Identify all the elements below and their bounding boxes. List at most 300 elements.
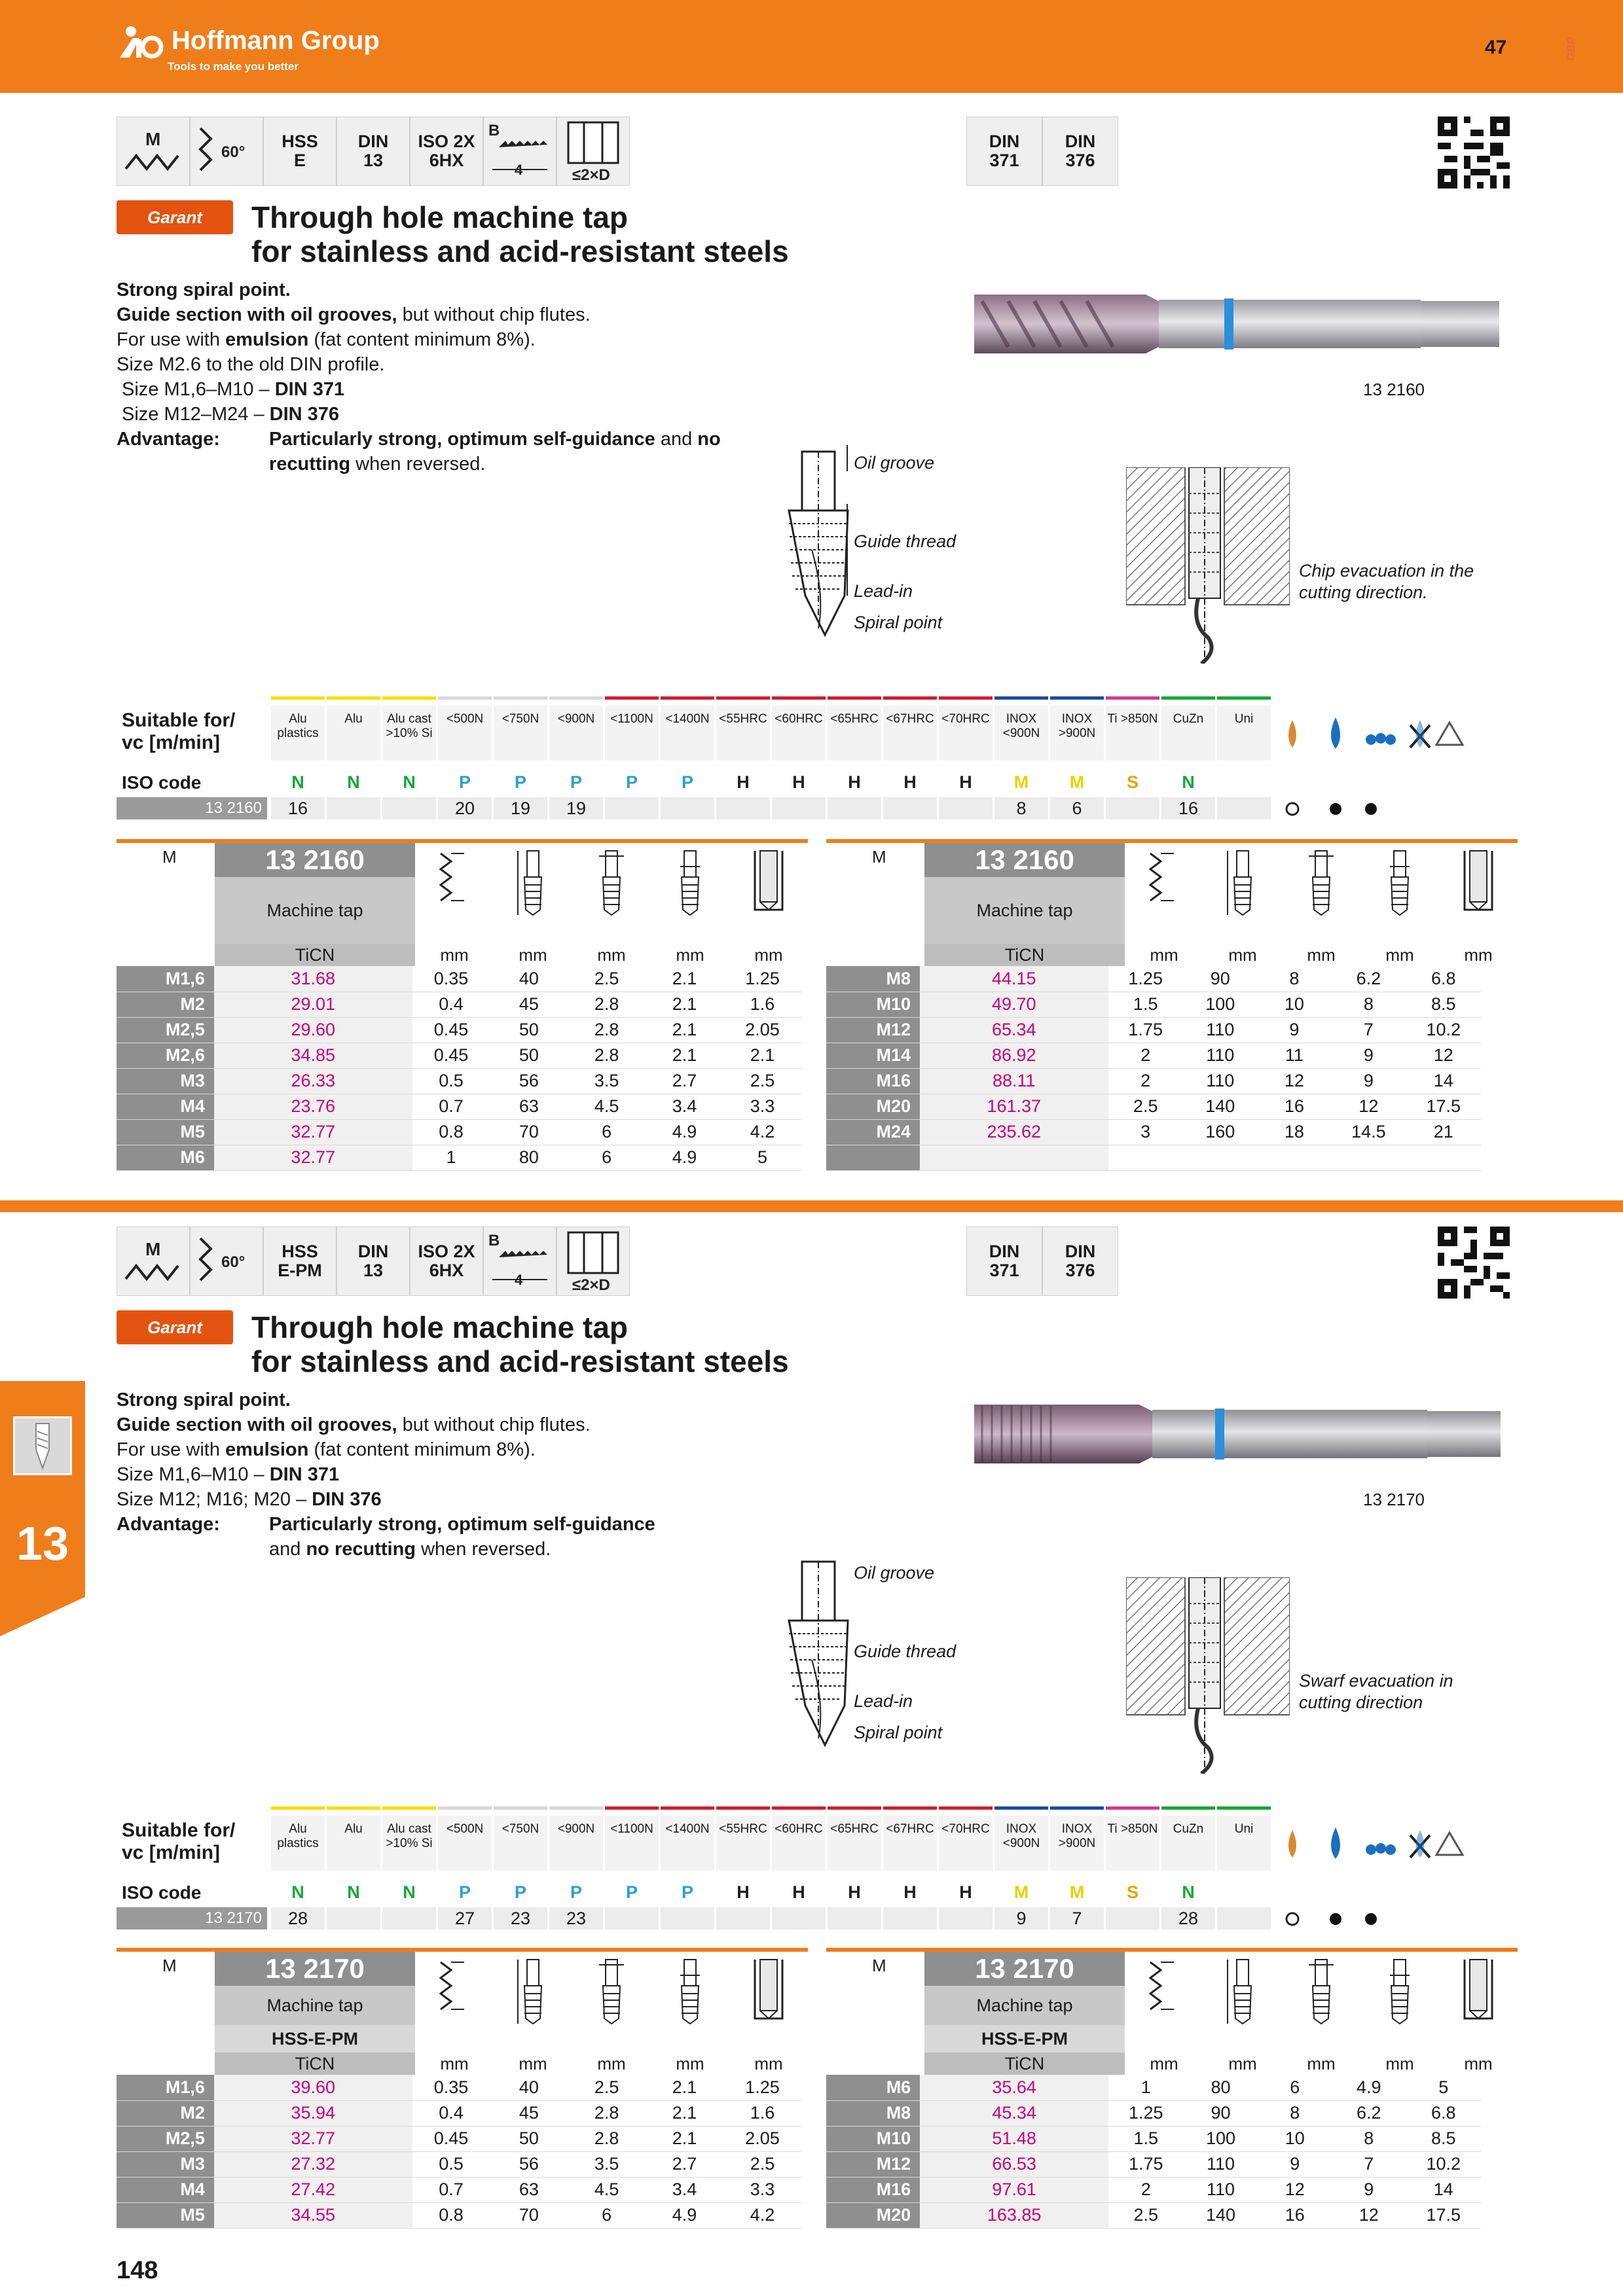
din371-label: DIN 371 xyxy=(966,117,1042,186)
table-row xyxy=(117,2126,801,2151)
unit-label: mm xyxy=(676,945,704,965)
price-cell[interactable]: 34.85 xyxy=(214,1043,412,1068)
desc-advantage-label: Advantage: xyxy=(117,429,220,450)
material-color-bar xyxy=(549,696,603,700)
din-strip xyxy=(966,117,1118,186)
chip-evacuation-label: Swarf evacuation in cutting direction xyxy=(1299,1671,1453,1712)
table-row xyxy=(826,992,1481,1017)
price-cell[interactable]: 29.60 xyxy=(214,1017,412,1043)
price-cell[interactable]: 51.48 xyxy=(920,2126,1108,2151)
desc-advantage-label: Advantage: xyxy=(117,1514,220,1535)
article-head-name: Machine tap xyxy=(924,877,1125,944)
size-cell: M10 xyxy=(826,992,920,1017)
size-cell: M16 xyxy=(826,1068,920,1094)
dimension-cell: 4.9 xyxy=(646,2202,723,2228)
material-color-bar xyxy=(994,696,1048,700)
cutting-speed-value xyxy=(939,797,993,819)
desc-no-recutting: no recutting xyxy=(269,429,721,475)
table-row xyxy=(117,2100,801,2126)
iso-code-cell: M xyxy=(1069,1882,1085,1902)
material-color-bar xyxy=(883,696,937,700)
dimension-cell: 3.3 xyxy=(723,1094,801,1119)
price-cell[interactable]: 49.70 xyxy=(920,992,1108,1017)
svg-text:B: B xyxy=(488,1232,500,1249)
size-cell: M1,6 xyxy=(117,2075,214,2100)
iso-code-cell: H xyxy=(792,772,805,792)
price-cell[interactable]: 32.77 xyxy=(214,1119,412,1145)
material-header: INOX >900N xyxy=(1050,1816,1104,1871)
dimension-icon-l xyxy=(1220,1956,1266,2031)
dimension-cell: 2.1 xyxy=(646,2100,723,2126)
label-guide-thread: Guide thread xyxy=(854,531,957,551)
table-row xyxy=(117,2151,801,2177)
dimension-cell: 2.1 xyxy=(646,2075,723,2100)
iso-code-label: ISO code xyxy=(122,772,202,793)
coating-label: TiCN xyxy=(215,944,415,966)
dimension-cell: 6 xyxy=(1258,2075,1332,2100)
suitable-for-label: Suitable for/ vc [m/min] xyxy=(122,709,236,753)
material-header: <60HRC xyxy=(772,1816,826,1871)
dimension-cell: 50 xyxy=(490,1017,568,1043)
dimension-cell: 9 xyxy=(1331,1043,1406,1068)
price-cell[interactable]: 26.33 xyxy=(214,1068,412,1094)
price-cell[interactable]: 31.68 xyxy=(214,966,412,992)
article-head-material: HSS-E-PM xyxy=(215,2025,415,2053)
iso-code-cell xyxy=(1217,772,1271,795)
unit-label: mm xyxy=(676,2054,704,2073)
svg-text:4: 4 xyxy=(515,1272,523,1288)
price-cell[interactable]: 66.53 xyxy=(920,2151,1108,2177)
size-cell: M4 xyxy=(117,1094,214,1119)
label-spiral-point: Spiral point xyxy=(854,1723,943,1742)
suit-article-number: 13 2160 xyxy=(117,797,267,819)
material-header: <500N xyxy=(438,706,492,761)
desc-emulsion-post: (fat content minimum 8%). xyxy=(308,329,536,350)
dimension-cell: 14.5 xyxy=(1331,1119,1406,1145)
table-row xyxy=(826,2177,1481,2202)
article-head-number: 13 2170 xyxy=(924,1952,1125,1986)
material-color-bar xyxy=(828,696,881,700)
chip-evacuation-diagram xyxy=(1126,1577,1290,1777)
dimension-cell: 8.5 xyxy=(1406,2126,1481,2151)
desc-guide: Guide section with oil grooves, xyxy=(117,1414,397,1435)
iso-tolerance-label: ISO 2X 6HX xyxy=(410,1227,483,1296)
dimension-cell: 100 xyxy=(1184,2126,1258,2151)
unit-label: mm xyxy=(519,945,547,965)
col-m-label: M xyxy=(162,1956,177,1975)
iso-code-cell: N xyxy=(403,1882,416,1902)
dimension-cell: 2.7 xyxy=(646,1068,723,1094)
price-cell[interactable]: 27.42 xyxy=(214,2177,412,2202)
price-cell[interactable]: 97.61 xyxy=(920,2177,1108,2202)
dimension-icon-hole xyxy=(746,847,792,922)
material-color-bar xyxy=(661,1806,714,1810)
material-header: INOX <900N xyxy=(994,706,1048,761)
size-cell: M2,6 xyxy=(117,1043,214,1068)
material-color-bar xyxy=(271,1806,325,1810)
material-header: <1400N xyxy=(661,1816,714,1871)
table-row xyxy=(826,966,1481,992)
dimension-cell: 12 xyxy=(1406,1043,1481,1068)
iso-code-cell: N xyxy=(291,1882,304,1902)
article-head-number: 13 2160 xyxy=(215,843,415,877)
dimension-cell: 8 xyxy=(1332,2126,1406,2151)
tool-photo xyxy=(969,275,1512,376)
dimension-cell: 4.9 xyxy=(646,1119,723,1145)
dimension-cell: 56 xyxy=(490,1068,568,1094)
dimension-cell: 10 xyxy=(1258,2126,1332,2151)
dimension-cell: 3.5 xyxy=(568,1068,646,1094)
unit-label: mm xyxy=(440,945,469,965)
product-title-line1: Through hole machine tap xyxy=(251,200,629,234)
cutting-speed-value: 19 xyxy=(494,797,547,819)
size-cell: M1,6 xyxy=(117,966,214,992)
svg-text:B: B xyxy=(488,122,500,139)
cutting-speed-value xyxy=(939,1907,993,1929)
dimension-cell: 2.1 xyxy=(646,992,723,1017)
dimension-icon-d xyxy=(589,1956,634,2031)
desc-size-range1: Size M1,6–M10 – xyxy=(122,379,275,400)
iso-code-cell: P xyxy=(514,772,526,792)
unit-label: mm xyxy=(1464,2054,1493,2073)
material-header: <900N xyxy=(549,706,603,761)
dimension-cell: 14 xyxy=(1406,1068,1481,1094)
dimension-cell: 9 xyxy=(1332,2177,1406,2202)
cutting-speed-value xyxy=(1217,1907,1271,1929)
material-color-bar xyxy=(382,1806,436,1810)
material-color-bar xyxy=(1106,1806,1159,1810)
cutting-speed-value xyxy=(1106,1907,1159,1929)
iso-code-cell: H xyxy=(959,1882,972,1902)
dimension-cell: 50 xyxy=(490,1043,568,1068)
product-title-line1: Through hole machine tap xyxy=(251,1310,629,1344)
unit-label: mm xyxy=(1228,2054,1257,2073)
cutting-speed-value xyxy=(883,797,937,819)
description xyxy=(117,278,739,476)
din13-label: DIN 13 xyxy=(337,1227,410,1296)
price-cell[interactable]: 35.64 xyxy=(920,2075,1108,2100)
desc-din376: DIN 376 xyxy=(269,404,340,425)
coolant-icons xyxy=(1273,1816,1469,1931)
iso-code-cell: N xyxy=(403,772,416,792)
size-cell: M2 xyxy=(117,992,214,1017)
desc-size-range2: Size M12–M24 – xyxy=(122,404,270,425)
svg-text:60°: 60° xyxy=(221,143,246,161)
table-row xyxy=(117,2075,801,2100)
cutting-speed-value xyxy=(605,1907,659,1929)
size-cell: M2,5 xyxy=(117,1017,214,1043)
price-cell[interactable]: 39.60 xyxy=(214,2075,412,2100)
dimension-cell: 2.8 xyxy=(568,1043,646,1068)
dimension-cell: 0.35 xyxy=(412,966,490,992)
material-color-bar xyxy=(939,696,993,700)
iso-code-cell: P xyxy=(681,1882,693,1902)
dimension-cell: 5 xyxy=(1406,2075,1481,2100)
material-header: <55HRC xyxy=(716,1816,770,1871)
size-cell: M5 xyxy=(117,2202,214,2228)
article-head-name: Machine tap xyxy=(215,1986,415,2025)
dimension-cell: 10.2 xyxy=(1406,1017,1481,1043)
angle-60-icon xyxy=(190,1227,263,1296)
dimension-cell: 110 xyxy=(1184,2177,1258,2202)
desc-strong-point: Strong spiral point. xyxy=(117,279,291,300)
iso-code-cell: H xyxy=(959,772,972,792)
size-cell: M2 xyxy=(117,2100,214,2126)
dimension-cell: 1.25 xyxy=(1108,966,1183,992)
iso-code-cell: M xyxy=(1013,772,1029,792)
cutting-speed-value xyxy=(327,797,380,819)
dimension-cell: 17.5 xyxy=(1406,1094,1481,1119)
dimension-cell: 12 xyxy=(1332,2202,1406,2228)
dimension-cell: 56 xyxy=(490,2151,568,2177)
dimension-cell: 110 xyxy=(1183,1017,1258,1043)
hss-epm-label: HSS E-PM xyxy=(263,1227,337,1296)
dimension-cell: 8 xyxy=(1331,992,1406,1017)
price-cell[interactable]: 27.32 xyxy=(214,2151,412,2177)
price-cell[interactable]: 32.77 xyxy=(214,2126,412,2151)
iso-code-cell: P xyxy=(681,772,693,792)
size-cell: M20 xyxy=(826,2202,920,2228)
price-table xyxy=(117,2075,801,2229)
desc-size-range2: Size M12; M16; M20 – xyxy=(117,1489,312,1510)
cutting-speed-value xyxy=(716,797,770,819)
material-header: Alu cast >10% Si xyxy=(382,706,436,761)
price-cell[interactable]: 29.01 xyxy=(214,992,412,1017)
chapter-number: 13 xyxy=(16,1518,69,1570)
unit-label: mm xyxy=(1150,2054,1178,2073)
price-cell[interactable]: 88.11 xyxy=(920,1068,1108,1094)
angle-60-icon xyxy=(190,117,263,186)
material-color-bar xyxy=(1050,1806,1104,1810)
material-color-bar xyxy=(605,1806,659,1810)
dimension-cell: 0.5 xyxy=(412,1068,490,1094)
dimension-cell: 1.25 xyxy=(723,966,801,992)
price-cell[interactable]: 45.34 xyxy=(920,2100,1108,2126)
iso-code-cell: S xyxy=(1126,772,1139,792)
svg-text:M: M xyxy=(145,129,161,149)
iso-code-cell: H xyxy=(848,772,861,792)
dimension-icon-sq xyxy=(1377,1956,1423,2031)
unit-label: mm xyxy=(1150,945,1178,965)
dimension-cell: 5 xyxy=(723,1145,801,1170)
cutting-speed-value: 20 xyxy=(438,797,492,819)
desc-din376: DIN 376 xyxy=(312,1489,382,1510)
unit-label: mm xyxy=(1228,945,1257,965)
desc-emulsion: emulsion xyxy=(225,1439,309,1460)
dimension-cell: 3.4 xyxy=(646,1094,723,1119)
material-color-bar xyxy=(327,1806,380,1810)
dimension-cell: 2.1 xyxy=(646,1017,723,1043)
hss-e-label: HSS E xyxy=(263,117,337,186)
din376-label: DIN 376 xyxy=(1042,117,1118,186)
dimension-cell: 2 xyxy=(1108,2177,1184,2202)
table-row xyxy=(117,1068,801,1094)
unit-label: mm xyxy=(1464,945,1493,965)
price-table xyxy=(826,2075,1481,2229)
iso-code-cell: M xyxy=(1013,1882,1029,1902)
cutting-speed-value: 16 xyxy=(271,797,325,819)
region-code: GBP xyxy=(1565,37,1577,61)
lead-form-b-icon xyxy=(483,1227,556,1296)
size-cell: M10 xyxy=(826,2126,920,2151)
cutting-speed-value: 27 xyxy=(438,1907,492,1929)
unit-label: mm xyxy=(754,945,783,965)
iso-code-cell: N xyxy=(1182,1882,1195,1902)
iso-code-cell: H xyxy=(737,1882,750,1902)
dimension-cell: 2.5 xyxy=(723,1068,801,1094)
dimension-icon-sq xyxy=(1377,847,1423,922)
material-header: Alu cast >10% Si xyxy=(382,1816,436,1871)
chip-evacuation-diagram xyxy=(1126,467,1290,667)
label-guide-thread: Guide thread xyxy=(854,1641,957,1661)
table-row xyxy=(826,2126,1481,2151)
dimension-cell: 1.6 xyxy=(723,992,801,1017)
desc-advantage-text: Particularly strong, optimum self-guidance xyxy=(269,429,655,450)
material-header: Alu xyxy=(327,706,380,761)
desc-emulsion-post: (fat content minimum 8%). xyxy=(308,1439,536,1460)
qr-code[interactable] xyxy=(1438,117,1510,188)
col-m-label: M xyxy=(872,1956,886,1975)
iso-code-cell: H xyxy=(848,1882,861,1902)
material-color-bar xyxy=(1217,1806,1271,1810)
dimension-cell: 140 xyxy=(1184,2202,1258,2228)
table-row xyxy=(826,2100,1481,2126)
cutting-speed-value: 16 xyxy=(1161,797,1215,819)
desc-when-reversed: when reversed. xyxy=(416,1539,551,1560)
dimension-cell: 12 xyxy=(1258,1068,1332,1094)
dimension-cell: 4.5 xyxy=(568,2177,646,2202)
iso-code-cell: P xyxy=(458,772,471,792)
dimension-cell: 63 xyxy=(490,1094,568,1119)
price-cell[interactable]: 34.55 xyxy=(214,2202,412,2228)
din13-label: DIN 13 xyxy=(337,117,410,186)
table-row xyxy=(826,1068,1481,1094)
din371-label: DIN 371 xyxy=(966,1227,1042,1296)
material-header: <750N xyxy=(494,1816,547,1871)
dimension-cell: 3.4 xyxy=(646,2177,723,2202)
dimension-cell: 1.5 xyxy=(1108,2126,1184,2151)
din376-label: DIN 376 xyxy=(1042,1227,1118,1296)
tool-photo xyxy=(969,1385,1512,1486)
dimension-cell: 12 xyxy=(1258,2177,1332,2202)
dimension-cell: 50 xyxy=(490,2126,568,2151)
iso-code-cell xyxy=(1217,1882,1271,1905)
garant-badge: Garant xyxy=(117,200,233,234)
dimension-cell: 2.5 xyxy=(1108,2202,1184,2228)
product-title-line2: for stainless and acid-resistant steels xyxy=(251,234,789,268)
cutting-speed-value xyxy=(661,797,714,819)
lead-form-b-icon xyxy=(483,117,556,186)
cutting-speed-value: 23 xyxy=(494,1907,547,1929)
iso-code-cell: P xyxy=(570,772,582,792)
material-color-bar xyxy=(716,696,770,700)
table-row xyxy=(117,1043,801,1068)
iso-code-cell: N xyxy=(291,772,304,792)
product-title-line2: for stainless and acid-resistant steels xyxy=(251,1344,789,1378)
material-color-bar xyxy=(327,696,380,700)
desc-size-range1: Size M1,6–M10 – xyxy=(117,1464,270,1485)
desc-guide: Guide section with oil grooves, xyxy=(117,304,397,325)
dimension-cell: 0.8 xyxy=(412,2202,490,2228)
qr-code[interactable] xyxy=(1438,1227,1510,1299)
dimension-cell: 18 xyxy=(1258,1119,1332,1145)
dimension-cell: 2.7 xyxy=(646,2151,723,2177)
cutting-speed-value: 8 xyxy=(994,797,1048,819)
material-header: CuZn xyxy=(1161,706,1215,761)
svg-text:≤2×D: ≤2×D xyxy=(572,1276,610,1294)
material-color-bar xyxy=(1050,696,1104,700)
cutting-speed-value: 23 xyxy=(549,1907,603,1929)
material-header: Alu plastics xyxy=(271,706,325,761)
dimension-cell: 0.8 xyxy=(412,1119,490,1145)
dimension-cell: 100 xyxy=(1183,992,1258,1017)
page-number-top: 47 xyxy=(1485,37,1507,58)
size-cell: M8 xyxy=(826,966,920,992)
desc-no-recutting: no recutting xyxy=(306,1539,416,1560)
dimension-cell: 8.5 xyxy=(1406,992,1481,1017)
coating-label: TiCN xyxy=(924,2053,1125,2075)
price-cell[interactable]: 32.77 xyxy=(214,1145,412,1170)
suitability-table xyxy=(117,1806,1426,1937)
material-header: <750N xyxy=(494,706,547,761)
price-cell[interactable]: 65.34 xyxy=(920,1017,1108,1043)
dimension-cell: 45 xyxy=(490,992,568,1017)
price-cell[interactable]: 235.62 xyxy=(920,1119,1108,1145)
material-header: Uni xyxy=(1217,1816,1271,1871)
svg-text:4: 4 xyxy=(515,162,523,178)
price-cell[interactable]: 86.92 xyxy=(920,1043,1108,1068)
price-cell[interactable]: 23.76 xyxy=(214,1094,412,1119)
material-header: <65HRC xyxy=(828,706,881,761)
unit-label: mm xyxy=(597,945,626,965)
material-color-bar xyxy=(494,1806,547,1810)
dimension-cell: 90 xyxy=(1183,966,1258,992)
desc-and: and xyxy=(655,429,698,450)
dimension-cell: 6.2 xyxy=(1331,966,1406,992)
dimension-cell: 2.8 xyxy=(568,2100,646,2126)
dimension-cell: 9 xyxy=(1258,2151,1332,2177)
dimension-cell: 70 xyxy=(490,1119,568,1145)
price-cell[interactable]: 163.85 xyxy=(920,2202,1108,2228)
dimension-cell: 0.7 xyxy=(412,1094,490,1119)
dimension-cell: 2 xyxy=(1108,1068,1183,1094)
dimension-cell: 2.5 xyxy=(1108,1094,1183,1119)
dimension-cell: 1 xyxy=(412,1145,490,1170)
material-header: <55HRC xyxy=(716,706,770,761)
price-cell[interactable]: 161.37 xyxy=(920,1094,1108,1119)
price-cell[interactable]: 35.94 xyxy=(214,2100,412,2126)
article-head-material: HSS-E-PM xyxy=(924,2025,1125,2053)
material-color-bar xyxy=(271,696,325,700)
thread-m-icon xyxy=(117,1227,190,1296)
blind-depth-icon xyxy=(556,1227,630,1296)
desc-guide-rest: but without chip flutes. xyxy=(397,1414,591,1435)
svg-text:M: M xyxy=(145,1239,161,1259)
dimension-cell: 0.45 xyxy=(412,2126,490,2151)
size-cell: M24 xyxy=(826,1119,920,1145)
cutting-speed-value xyxy=(772,1907,826,1929)
brand-tagline: Tools to make you better xyxy=(168,60,299,73)
dimension-cell: 2.05 xyxy=(723,2126,801,2151)
table-row xyxy=(117,966,801,992)
price-cell[interactable]: 44.15 xyxy=(920,966,1108,992)
dimension-cell: 3.3 xyxy=(723,2177,801,2202)
dimension-cell: 0.5 xyxy=(412,2151,490,2177)
size-cell: M12 xyxy=(826,2151,920,2177)
size-cell: M6 xyxy=(826,2075,920,2100)
dimension-icon-l xyxy=(510,847,556,922)
symbol-strip xyxy=(117,1227,630,1296)
